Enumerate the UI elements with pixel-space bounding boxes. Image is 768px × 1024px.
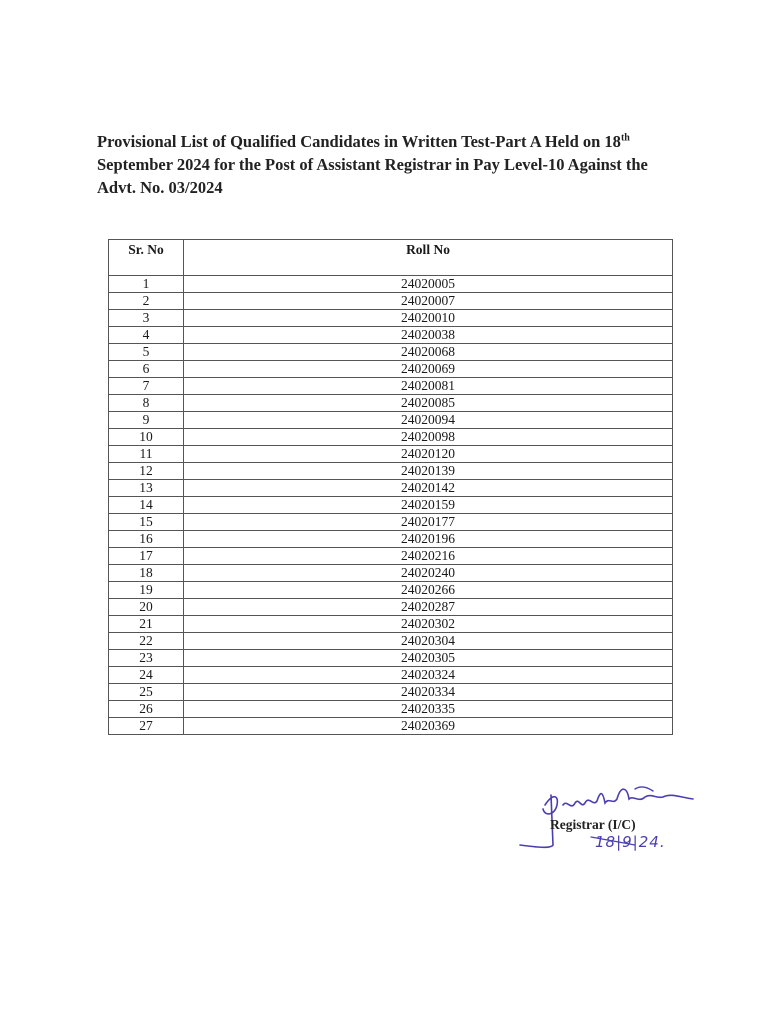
- roll-no-cell: 24020081: [184, 378, 673, 395]
- sr-no-cell: 26: [109, 701, 184, 718]
- table-row: [109, 361, 673, 378]
- table-body: [109, 276, 673, 735]
- registrar-label: Registrar (I/C): [550, 817, 636, 832]
- roll-no-cell: 24020216: [184, 548, 673, 565]
- sr-no-cell: 12: [109, 463, 184, 480]
- roll-no-cell: 24020287: [184, 599, 673, 616]
- table-row: [109, 344, 673, 361]
- table-row: [109, 327, 673, 344]
- roll-no-cell: 24020305: [184, 650, 673, 667]
- roll-no-cell: 24020120: [184, 446, 673, 463]
- table-row: [109, 548, 673, 565]
- table-row: [109, 531, 673, 548]
- table-row: [109, 582, 673, 599]
- table-row: [109, 480, 673, 497]
- table-row: [109, 293, 673, 310]
- sr-no-cell: 2: [109, 293, 184, 310]
- sr-no-cell: 15: [109, 514, 184, 531]
- sr-no-cell: 5: [109, 344, 184, 361]
- sr-no-cell: 16: [109, 531, 184, 548]
- roll-no-cell: 24020038: [184, 327, 673, 344]
- table-row: [109, 650, 673, 667]
- roll-no-cell: 24020177: [184, 514, 673, 531]
- roll-no-cell: 24020098: [184, 429, 673, 446]
- roll-no-cell: 24020266: [184, 582, 673, 599]
- table-row: [109, 599, 673, 616]
- sr-no-cell: 4: [109, 327, 184, 344]
- sr-no-cell: 18: [109, 565, 184, 582]
- sr-no-cell: 17: [109, 548, 184, 565]
- sr-no-cell: 7: [109, 378, 184, 395]
- roll-no-cell: 24020334: [184, 684, 673, 701]
- sr-no-cell: 8: [109, 395, 184, 412]
- sr-no-cell: 3: [109, 310, 184, 327]
- sr-no-cell: 1: [109, 276, 184, 293]
- table-row: [109, 684, 673, 701]
- sr-no-cell: 14: [109, 497, 184, 514]
- sr-no-cell: 24: [109, 667, 184, 684]
- table-row: [109, 446, 673, 463]
- roll-no-cell: 24020159: [184, 497, 673, 514]
- sr-no-cell: 6: [109, 361, 184, 378]
- roll-no-cell: 24020335: [184, 701, 673, 718]
- roll-no-cell: 24020369: [184, 718, 673, 735]
- roll-no-cell: 24020139: [184, 463, 673, 480]
- title-line-1: Provisional List of Qualified Candidates in Written Test-Part A Held on 18: [97, 132, 621, 151]
- table-row: [109, 633, 673, 650]
- roll-no-cell: 24020302: [184, 616, 673, 633]
- table-row: [109, 378, 673, 395]
- header-sr-no: Sr. No: [109, 240, 184, 276]
- header-roll-no: Roll No: [184, 240, 673, 276]
- title-line-2: September 2024 for the Post of Assistant Registrar in Pay Level-10 Against the: [97, 155, 648, 174]
- roll-no-cell: 24020010: [184, 310, 673, 327]
- roll-no-cell: 24020007: [184, 293, 673, 310]
- title-superscript: th: [620, 132, 630, 144]
- candidates-table-wrapper: [108, 239, 672, 735]
- roll-no-cell: 24020196: [184, 531, 673, 548]
- sr-no-cell: 23: [109, 650, 184, 667]
- roll-no-cell: 24020094: [184, 412, 673, 429]
- roll-no-cell: 24020085: [184, 395, 673, 412]
- table-row: [109, 718, 673, 735]
- table-row: [109, 667, 673, 684]
- roll-no-cell: 24020068: [184, 344, 673, 361]
- roll-no-cell: 24020005: [184, 276, 673, 293]
- table-row: [109, 276, 673, 293]
- candidates-table: [108, 239, 673, 735]
- sr-no-cell: 22: [109, 633, 184, 650]
- sr-no-cell: 21: [109, 616, 184, 633]
- roll-no-cell: 24020304: [184, 633, 673, 650]
- sr-no-cell: 10: [109, 429, 184, 446]
- sr-no-cell: 25: [109, 684, 184, 701]
- document-title: [97, 130, 697, 199]
- table-row: [109, 497, 673, 514]
- sr-no-cell: 9: [109, 412, 184, 429]
- table-row: [109, 395, 673, 412]
- sr-no-cell: 11: [109, 446, 184, 463]
- table-row: [109, 310, 673, 327]
- signature-block: [515, 775, 715, 865]
- table-row: [109, 463, 673, 480]
- table-row: [109, 429, 673, 446]
- table-row: [109, 412, 673, 429]
- table-row: [109, 701, 673, 718]
- sr-no-cell: 13: [109, 480, 184, 497]
- roll-no-cell: 24020069: [184, 361, 673, 378]
- table-row: [109, 565, 673, 582]
- roll-no-cell: 24020324: [184, 667, 673, 684]
- title-line-3: Advt. No. 03/2024: [97, 178, 223, 197]
- signature-date: 18|9|24.: [595, 833, 666, 851]
- roll-no-cell: 24020240: [184, 565, 673, 582]
- sr-no-cell: 27: [109, 718, 184, 735]
- table-row: [109, 616, 673, 633]
- roll-no-cell: 24020142: [184, 480, 673, 497]
- sr-no-cell: 19: [109, 582, 184, 599]
- table-header-row: [109, 240, 673, 276]
- sr-no-cell: 20: [109, 599, 184, 616]
- table-row: [109, 514, 673, 531]
